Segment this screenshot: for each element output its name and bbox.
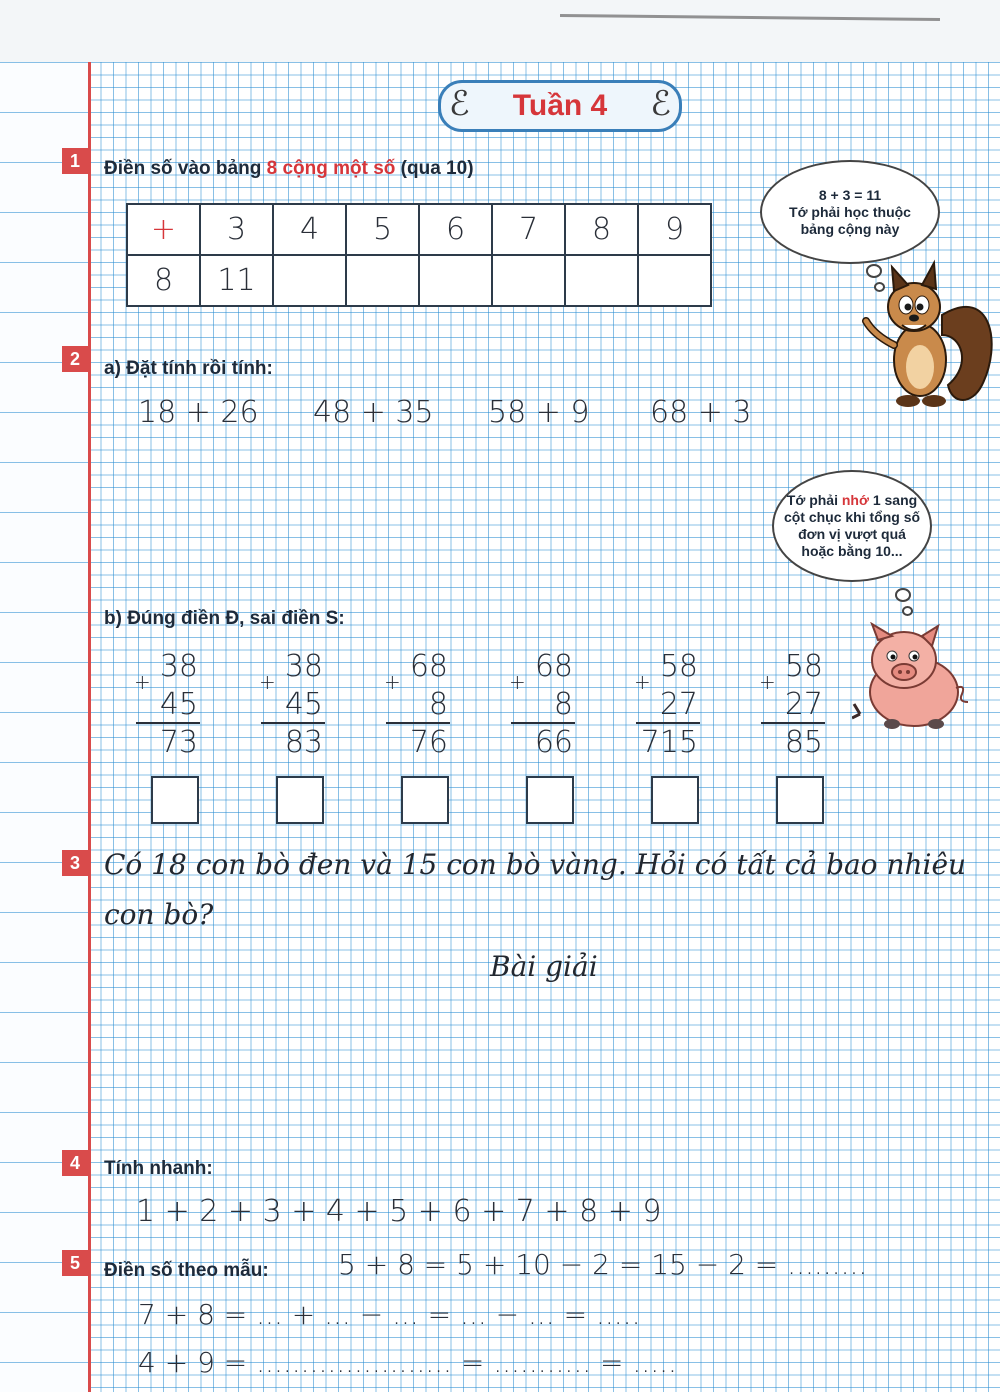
example-expression: 5 + 8 = 5 + 10 − 2 = 15 − 2 = ......... [338, 1248, 868, 1281]
task1-instruction: Điền số vào bảng 8 cộng một số (qua 10) [104, 158, 474, 179]
table-cell: 3 [200, 204, 273, 255]
answer-checkbox[interactable] [401, 776, 449, 824]
task-number-2: 2 [62, 346, 88, 372]
week-title-box [438, 80, 682, 132]
answer-cell[interactable] [419, 255, 492, 306]
ornament-left-icon: ℰ [449, 84, 470, 124]
fill-in-line-2[interactable]: 4 + 9 = ...................... = ........... = ..... [138, 1346, 677, 1379]
table-cell: 11 [200, 255, 273, 306]
vertical-addition: 38 45 83 + [259, 649, 323, 760]
quick-sum-expression: 1 + 2 + 3 + 4 + 5 + 6 + 7 + 8 + 9 [136, 1194, 662, 1229]
answer-checkbox[interactable] [151, 776, 199, 824]
table-cell: 7 [492, 204, 565, 255]
answer-cell[interactable] [565, 255, 638, 306]
vertical-addition: 58 27 85 + [759, 649, 823, 760]
solution-heading: Bài giải [490, 950, 598, 983]
vertical-addition: 38 45 73 + [134, 649, 198, 760]
table-cell: 9 [638, 204, 711, 255]
left-margin-lines [0, 62, 88, 1392]
pig-illustration-icon [852, 622, 970, 732]
task2b-label: b) Đúng điền Đ, sai điền S: [104, 608, 345, 629]
answer-checkbox[interactable] [526, 776, 574, 824]
answer-cell[interactable] [492, 255, 565, 306]
task2a-label: a) Đặt tính rồi tính: [104, 358, 273, 379]
table-cell: 8 [565, 204, 638, 255]
bubble-dot [902, 606, 913, 616]
expression: 68 + 3 [650, 395, 752, 430]
answer-cell[interactable] [346, 255, 419, 306]
table-cell: 8 [127, 255, 200, 306]
table-cell: + [127, 204, 200, 255]
answer-cell[interactable] [273, 255, 346, 306]
task-number-5: 5 [62, 1250, 88, 1276]
table-row [127, 204, 711, 255]
table-row [127, 255, 711, 306]
answer-cell[interactable] [638, 255, 711, 306]
vertical-addition: 68 8 66 + [509, 649, 573, 760]
word-problem-line1: Có 18 con bò đen và 15 con bò vàng. Hỏi có tất cả bao nhiêu [104, 848, 967, 881]
margin-line [88, 62, 91, 1392]
task5-label: Điền số theo mẫu: [104, 1260, 269, 1281]
expression: 58 + 9 [488, 395, 590, 430]
expression: 18 + 26 [138, 395, 259, 430]
thought-bubble-1: 8 + 3 = 11 Tớ phải học thuộc bảng cộng này [760, 160, 940, 264]
table-cell: 5 [346, 204, 419, 255]
bubble-dot [895, 588, 911, 602]
thought-bubble-2: Tớ phải nhớ 1 sang cột chục khi tổng số đơn vị vượt quá hoặc bằng 10... [772, 470, 932, 582]
task-number-1: 1 [62, 148, 88, 174]
ornament-right-icon: ℰ [650, 84, 671, 124]
addition-table [126, 203, 712, 307]
table-cell: 4 [273, 204, 346, 255]
fill-in-line-1[interactable]: 7 + 8 = ... + ... − ... = ... − ... = ..... [138, 1298, 641, 1331]
task-number-4: 4 [62, 1150, 88, 1176]
squirrel-illustration-icon [862, 255, 1000, 415]
task4-label: Tính nhanh: [104, 1158, 213, 1179]
week-title: Tuần 4 [512, 89, 608, 122]
scan-top-edge [0, 0, 1000, 62]
expression: 48 + 35 [313, 395, 434, 430]
answer-checkbox[interactable] [776, 776, 824, 824]
answer-checkbox[interactable] [651, 776, 699, 824]
word-problem-line2: con bò? [104, 898, 214, 931]
task-number-3: 3 [62, 850, 88, 876]
vertical-addition: 58 27 715 + [634, 649, 698, 760]
answer-checkbox[interactable] [276, 776, 324, 824]
vertical-addition: 68 8 76 + [384, 649, 448, 760]
table-cell: 6 [419, 204, 492, 255]
